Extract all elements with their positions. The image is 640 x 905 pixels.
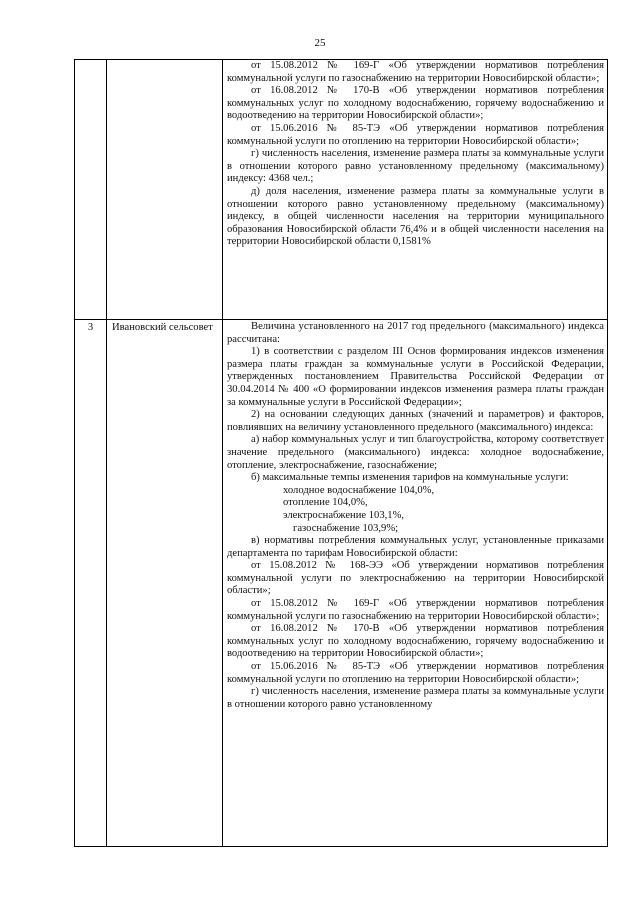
description-cell [223,60,608,320]
paragraph: Величина установленного на 2017 год предельного (максимального) индекса рассчитана: [227,321,604,345]
tariff-item: отопление 104,0%, [283,497,368,509]
row-number: 3 [87,322,94,333]
municipality-cell [107,60,223,320]
paragraph: г) численность населения, изменение размера платы за коммунальные услуги в отношении которого равно установленному предельному (максимальному) индексу: 4368 чел.; [227,148,604,185]
paragraph: 2) на основании следующих данных (значений и параметров) и факторов, повлиявших на величину установленного предельного (максимального) индекса: [227,409,604,433]
paragraph: 1) в соответствии с разделом III Основ формирования индексов изменения размера платы граждан за коммунальные услуги в Российской Федерации, утвержденных постановлением Правительства Российской Федерации от 30.04.2014 № 400 «О формировании индексов изменения размера платы граждан за коммунальные услуги в Российской Федерации»; [227,346,604,408]
table-row [75,320,608,847]
document-table [74,59,608,847]
municipality-cell [107,320,223,847]
paragraph: от 15.06.2016 № 85-ТЭ «Об утверждении нормативов потребления коммунальной услуги по отоплению на территории Новосибирской области»; [227,661,604,685]
row-number-cell [75,320,107,847]
paragraph: от 15.06.2016 № 85-ТЭ «Об утверждении нормативов потребления коммунальной услуги по отоплению на территории Новосибирской области»; [227,122,604,147]
row-number [75,60,106,62]
paragraph: г) численность населения, изменение размера платы за коммунальные услуги в отношении которого равно установленному [227,686,604,710]
table-row [75,60,608,320]
paragraph: от 15.08.2012 № 169-Г «Об утверждении нормативов потребления коммунальной услуги по газоснабжению на территории Новосибирской области»; [227,598,604,622]
paragraph: от 15.08.2012 № 169-Г «Об утверждении нормативов потребления коммунальной услуги по газоснабжению на территории Новосибирской области»; [227,60,604,84]
municipality-name [107,60,222,62]
tariff-item: электроснабжение 103,1%, [283,509,405,521]
description-cell [223,320,608,847]
paragraph: от 15.08.2012 № 168-ЭЭ «Об утверждении нормативов потребления коммунальной услуги по электроснабжению на территории Новосибирской области»; [227,560,604,597]
tariff-item: холодное водоснабжение 104,0%, [283,484,435,496]
paragraph: а) набор коммунальных услуг и тип благоустройства, которому соответствует значение предельного (максимального) индекса: холодное водоснабжение, отопление, электроснабжение, газоснабжение; [227,434,604,471]
paragraph: д) доля населения, изменение размера платы за коммунальные услуги в отношении которого равно установленному предельному (максимальному) индексу, в общей численности населения на территории муниципального образования Новосибирской области 76,4% и в общей численности населения на территории Новосибирской области 0,1581% [227,185,604,248]
paragraph: в) нормативы потребления коммунальных услуг, установленные приказами департамента по тарифам Новосибирской области: [227,535,604,559]
page-number: 25 [314,37,326,49]
tariff-item: газоснабжение 103,9%; [293,522,399,534]
paragraph: от 16.08.2012 № 170-В «Об утверждении нормативов потребления коммунальных услуг по холодному водоснабжению, горячему водоснабжению и водоотведению на территории Новосибирской области»; [227,623,604,660]
paragraph: от 16.08.2012 № 170-В «Об утверждении нормативов потребления коммунальных услуг по холодному водоснабжению, горячему водоснабжению и водоотведению на территории Новосибирской области»; [227,85,604,122]
municipality-name: Ивановский сельсовет [112,322,213,333]
row-number-cell [75,60,107,320]
paragraph: б) максимальные темпы изменения тарифов на коммунальные услуги: [251,472,569,484]
